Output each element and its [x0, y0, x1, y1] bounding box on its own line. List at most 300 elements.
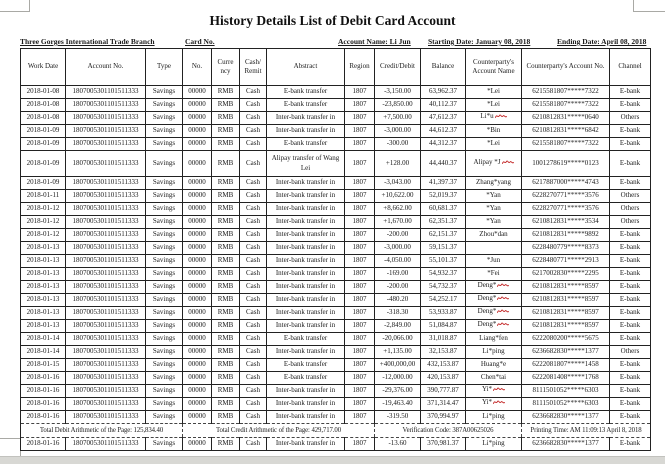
cell-cur: RMB — [212, 385, 240, 398]
cell-balance: 370,994.97 — [421, 411, 466, 424]
verification-code: Verification Code: 387A00625026 — [375, 424, 522, 438]
cell-cp-acct: 6210812831*****8597 — [522, 281, 610, 294]
cell-acct: 1807005301101511333 — [66, 203, 146, 216]
cell-cash: Cash — [240, 281, 267, 294]
cell-cp-name: Deng* — [466, 320, 522, 333]
cell-no: 00000 — [183, 281, 212, 294]
cell-no: 00000 — [183, 99, 212, 112]
cell-cur: RMB — [212, 112, 240, 125]
cell-channel: E-bank — [610, 281, 651, 294]
column-header: Cash/ Remit — [240, 49, 267, 86]
cell-cur: RMB — [212, 268, 240, 281]
cell-date: 2018-01-09 — [21, 177, 66, 190]
cell-abstract: E-bank transfer — [267, 138, 345, 151]
cell-acct: 1807005301101511333 — [66, 333, 146, 346]
table-row — [21, 177, 651, 190]
cell-cash: Cash — [240, 190, 267, 203]
cell-channel: E-bank — [610, 255, 651, 268]
column-header: Work Date — [21, 49, 66, 86]
cell-channel: E-bank — [610, 438, 651, 451]
cell-cash: Cash — [240, 268, 267, 281]
cell-no: 00000 — [183, 203, 212, 216]
cell-type: Savings — [146, 359, 183, 372]
cell-cp-name: *Yan — [466, 190, 522, 203]
cell-region: 1807 — [345, 398, 375, 411]
red-pen-annotation-icon — [497, 320, 509, 331]
cell-region: 1807 — [345, 281, 375, 294]
table-row — [21, 86, 651, 99]
cell-region: 1807 — [345, 372, 375, 385]
column-header: Account No. — [66, 49, 146, 86]
cell-no: 00000 — [183, 151, 212, 177]
cell-cp-acct: 6236682830*****1377 — [522, 411, 610, 424]
cell-amount: -3,150.00 — [375, 86, 421, 99]
cell-cur: RMB — [212, 138, 240, 151]
cell-cur: RMB — [212, 190, 240, 203]
cell-cp-name: Li*ping — [466, 411, 522, 424]
cell-type: Savings — [146, 281, 183, 294]
cell-type: Savings — [146, 190, 183, 203]
cell-channel: Others — [610, 190, 651, 203]
cell-cp-acct: 6222081807*****1458 — [522, 359, 610, 372]
cell-amount: -200.00 — [375, 281, 421, 294]
cell-balance: 63,962.37 — [421, 86, 466, 99]
crop-mark-top-right — [633, 0, 665, 12]
cell-acct: 1807005301101511333 — [66, 398, 146, 411]
starting-date: Starting Date: January 08, 2018 — [428, 37, 531, 46]
table-row — [21, 138, 651, 151]
cell-no: 00000 — [183, 398, 212, 411]
cell-date: 2018-01-13 — [21, 242, 66, 255]
cell-cash: Cash — [240, 151, 267, 177]
cell-type: Savings — [146, 255, 183, 268]
cell-amount: -3,043.00 — [375, 177, 421, 190]
red-pen-annotation-icon — [497, 294, 509, 305]
column-header: No. — [183, 49, 212, 86]
cell-cash: Cash — [240, 372, 267, 385]
cell-date: 2018-01-08 — [21, 86, 66, 99]
cell-cp-name: Zhang*yang — [466, 177, 522, 190]
cell-abstract: E-bank transfer — [267, 333, 345, 346]
cell-cp-name — [466, 242, 522, 255]
cell-cp-acct: 6215581807*****7322 — [522, 138, 610, 151]
cell-abstract: Inter-bank transfer in — [267, 281, 345, 294]
cell-balance: 62,151.37 — [421, 229, 466, 242]
cell-amount: -169.00 — [375, 268, 421, 281]
cell-balance: 40,112.37 — [421, 99, 466, 112]
cell-region: 1807 — [345, 86, 375, 99]
cell-no: 00000 — [183, 359, 212, 372]
cell-cp-name: Zhou*dan — [466, 229, 522, 242]
cell-channel: E-bank — [610, 398, 651, 411]
cell-region: 1807 — [345, 138, 375, 151]
cell-balance: 54,732.37 — [421, 281, 466, 294]
cell-no: 00000 — [183, 242, 212, 255]
cell-balance: 44,440.37 — [421, 151, 466, 177]
cell-cp-name: Yi* — [466, 398, 522, 411]
cell-cur: RMB — [212, 398, 240, 411]
cell-channel: E-bank — [610, 138, 651, 151]
cell-region: 1807 — [345, 203, 375, 216]
cell-acct: 1807005301101511333 — [66, 86, 146, 99]
cell-type: Savings — [146, 242, 183, 255]
cell-type: Savings — [146, 294, 183, 307]
cell-abstract: E-bank transfer — [267, 372, 345, 385]
cell-channel: E-bank — [610, 99, 651, 112]
cell-region: 1807 — [345, 99, 375, 112]
cell-cp-acct: 8111501052*****6303 — [522, 385, 610, 398]
cell-region: 1807 — [345, 307, 375, 320]
cell-no: 00000 — [183, 294, 212, 307]
cell-balance: 44,312.37 — [421, 138, 466, 151]
column-header: Credit/Debit — [375, 49, 421, 86]
cell-acct: 1807005301101511333 — [66, 216, 146, 229]
cell-abstract: Inter-bank transfer in — [267, 125, 345, 138]
cell-cp-name: Deng* — [466, 294, 522, 307]
cell-region: 1807 — [345, 294, 375, 307]
cell-cp-acct: 6210812831*****8597 — [522, 294, 610, 307]
cell-cash: Cash — [240, 438, 267, 451]
cell-date: 2018-01-09 — [21, 151, 66, 177]
cell-channel: E-bank — [610, 242, 651, 255]
table-row — [21, 281, 651, 294]
cell-channel: E-bank — [610, 320, 651, 333]
cell-channel: E-bank — [610, 125, 651, 138]
cell-region: 1807 — [345, 229, 375, 242]
table-row — [21, 229, 651, 242]
cell-cash: Cash — [240, 112, 267, 125]
cell-cp-acct: 6228480779*****8373 — [522, 242, 610, 255]
cell-balance: 420,153.87 — [421, 372, 466, 385]
cell-cash: Cash — [240, 203, 267, 216]
table-row — [21, 294, 651, 307]
table-row — [21, 255, 651, 268]
cell-channel: Others — [610, 112, 651, 125]
cell-date: 2018-01-13 — [21, 255, 66, 268]
table-row — [21, 346, 651, 359]
cell-amount: -23,850.00 — [375, 99, 421, 112]
cell-date: 2018-01-13 — [21, 307, 66, 320]
cell-region: 1807 — [345, 177, 375, 190]
cell-acct: 1807005301101511333 — [66, 438, 146, 451]
table-row — [21, 151, 651, 177]
cell-cp-acct: 6228270771*****3576 — [522, 203, 610, 216]
cell-abstract: Inter-bank transfer in — [267, 177, 345, 190]
cell-cur: RMB — [212, 281, 240, 294]
page-edge — [0, 456, 665, 464]
cell-region: 1807 — [345, 359, 375, 372]
table-row — [21, 112, 651, 125]
cell-type: Savings — [146, 86, 183, 99]
red-pen-annotation-icon — [493, 398, 505, 409]
cell-cp-name: *Yan — [466, 203, 522, 216]
cell-date: 2018-01-16 — [21, 398, 66, 411]
cell-balance: 53,933.87 — [421, 307, 466, 320]
cell-amount: +128.00 — [375, 151, 421, 177]
cell-region: 1807 — [345, 385, 375, 398]
cell-amount: +7,500.00 — [375, 112, 421, 125]
cell-cp-name: Li*ping — [466, 346, 522, 359]
cell-balance: 390,777.87 — [421, 385, 466, 398]
cell-type: Savings — [146, 307, 183, 320]
cell-cur: RMB — [212, 99, 240, 112]
cell-region: 1807 — [345, 242, 375, 255]
cell-abstract: Inter-bank transfer in — [267, 398, 345, 411]
cell-region: 1807 — [345, 151, 375, 177]
crop-mark-bottom-left — [0, 438, 21, 456]
cell-amount: -4,050.00 — [375, 255, 421, 268]
cell-type: Savings — [146, 151, 183, 177]
cell-cp-name: *Fei — [466, 268, 522, 281]
cell-abstract: Inter-bank transfer in — [267, 112, 345, 125]
cell-amount: -20,066.00 — [375, 333, 421, 346]
cell-abstract: Alipay transfer of Wang Lei — [267, 151, 345, 177]
cell-region: 1807 — [345, 255, 375, 268]
table-row — [21, 333, 651, 346]
cell-no: 00000 — [183, 438, 212, 451]
cell-acct: 1807005301101511333 — [66, 346, 146, 359]
cell-region: 1807 — [345, 411, 375, 424]
cell-region: 1807 — [345, 438, 375, 451]
cell-amount: -200.00 — [375, 229, 421, 242]
cell-abstract: Inter-bank transfer in — [267, 255, 345, 268]
cell-acct: 1807005301101511333 — [66, 294, 146, 307]
column-header: Channel — [610, 49, 651, 86]
cell-abstract: Inter-bank transfer in — [267, 346, 345, 359]
cell-no: 00000 — [183, 333, 212, 346]
cell-amount: -29,376.00 — [375, 385, 421, 398]
cell-cp-acct: 6222080200*****5675 — [522, 333, 610, 346]
table-row — [21, 125, 651, 138]
page-totals-row — [21, 424, 651, 438]
cell-region: 1807 — [345, 333, 375, 346]
cell-cash: Cash — [240, 242, 267, 255]
cell-cp-acct: 8111501052*****6303 — [522, 398, 610, 411]
cell-acct: 1807005301101511333 — [66, 151, 146, 177]
cell-no: 00000 — [183, 346, 212, 359]
cell-cp-name: *Lei — [466, 99, 522, 112]
cell-no: 00000 — [183, 229, 212, 242]
red-pen-annotation-icon — [497, 281, 509, 292]
cell-cp-acct: 6228480771*****2913 — [522, 255, 610, 268]
cell-cp-acct: 6217887000*****4743 — [522, 177, 610, 190]
cell-amount: -13.60 — [375, 438, 421, 451]
cell-abstract: Inter-bank transfer in — [267, 203, 345, 216]
cell-type: Savings — [146, 112, 183, 125]
cell-balance: 54,932.37 — [421, 268, 466, 281]
cell-cp-acct: 6215581807*****7322 — [522, 86, 610, 99]
cell-acct: 1807005301101511333 — [66, 99, 146, 112]
cell-balance: 47,612.37 — [421, 112, 466, 125]
cell-date: 2018-01-15 — [21, 359, 66, 372]
cell-type: Savings — [146, 320, 183, 333]
cell-no: 00000 — [183, 190, 212, 203]
cell-cur: RMB — [212, 333, 240, 346]
column-header: Region — [345, 49, 375, 86]
cell-cp-acct: 1001278619*****0123 — [522, 151, 610, 177]
red-pen-annotation-icon — [497, 307, 509, 318]
cell-abstract: Inter-bank transfer in — [267, 294, 345, 307]
page-title: History Details List of Debit Card Account — [209, 13, 456, 28]
cell-acct: 1807005301101511333 — [66, 281, 146, 294]
cell-amount: +10,622.00 — [375, 190, 421, 203]
cell-cp-acct: 6236682830*****1377 — [522, 346, 610, 359]
table-row — [21, 359, 651, 372]
cell-date: 2018-01-14 — [21, 333, 66, 346]
column-header: Counterparty's Account Name — [466, 49, 522, 86]
table-row — [21, 438, 651, 451]
cell-acct: 1807005301101511333 — [66, 125, 146, 138]
cell-region: 1807 — [345, 125, 375, 138]
cell-abstract: Inter-bank transfer in — [267, 438, 345, 451]
cell-cp-name: *Lei — [466, 86, 522, 99]
cell-cp-acct: 6215581807*****7322 — [522, 99, 610, 112]
column-header: Type — [146, 49, 183, 86]
cell-cp-name: *Jun — [466, 255, 522, 268]
cell-cur: RMB — [212, 229, 240, 242]
cell-type: Savings — [146, 333, 183, 346]
cell-abstract: E-bank transfer — [267, 99, 345, 112]
cell-cur: RMB — [212, 294, 240, 307]
cell-channel: E-bank — [610, 229, 651, 242]
cell-cash: Cash — [240, 411, 267, 424]
cell-cp-acct: 6210812831*****8597 — [522, 307, 610, 320]
table-row — [21, 203, 651, 216]
red-pen-annotation-icon — [495, 112, 507, 123]
cell-amount: -3,000.00 — [375, 242, 421, 255]
cell-cp-name: Deng* — [466, 307, 522, 320]
total-credit: Total Credit Arithmetic of the Page: 429,717.00 — [183, 424, 375, 438]
cell-cp-name: Li*ping — [466, 438, 522, 451]
cell-abstract: Inter-bank transfer in — [267, 190, 345, 203]
cell-cur: RMB — [212, 216, 240, 229]
cell-balance: 371,314.47 — [421, 398, 466, 411]
cell-type: Savings — [146, 125, 183, 138]
cell-balance: 32,153.87 — [421, 346, 466, 359]
cell-type: Savings — [146, 438, 183, 451]
cell-abstract: E-bank transfer — [267, 86, 345, 99]
cell-region: 1807 — [345, 112, 375, 125]
cell-cur: RMB — [212, 307, 240, 320]
cell-no: 00000 — [183, 112, 212, 125]
table-row — [21, 190, 651, 203]
cell-type: Savings — [146, 398, 183, 411]
cell-balance: 44,612.37 — [421, 125, 466, 138]
cell-cp-acct: 6228270771*****3576 — [522, 190, 610, 203]
cell-cp-name: Li*u — [466, 112, 522, 125]
cell-cp-acct: 6210812831*****0640 — [522, 112, 610, 125]
cell-cp-name: Alipay *J — [466, 151, 522, 177]
cell-channel: E-bank — [610, 372, 651, 385]
cell-cur: RMB — [212, 372, 240, 385]
cell-cp-acct: 6210812831*****9892 — [522, 229, 610, 242]
cell-amount: +8,662.00 — [375, 203, 421, 216]
cell-balance: 51,084.87 — [421, 320, 466, 333]
cell-abstract: Inter-bank transfer in — [267, 411, 345, 424]
cell-channel: Others — [610, 346, 651, 359]
cell-type: Savings — [146, 268, 183, 281]
cell-date: 2018-01-16 — [21, 438, 66, 451]
cell-no: 00000 — [183, 385, 212, 398]
cell-channel: E-bank — [610, 307, 651, 320]
cell-no: 00000 — [183, 255, 212, 268]
cell-type: Savings — [146, 411, 183, 424]
cell-type: Savings — [146, 203, 183, 216]
cell-cur: RMB — [212, 151, 240, 177]
cell-amount: -300.00 — [375, 138, 421, 151]
cell-cash: Cash — [240, 294, 267, 307]
cell-acct: 1807005301101511333 — [66, 372, 146, 385]
cell-cash: Cash — [240, 385, 267, 398]
cell-no: 00000 — [183, 411, 212, 424]
cell-no: 00000 — [183, 307, 212, 320]
cell-cp-acct: 6236682830*****1377 — [522, 438, 610, 451]
cell-cp-acct: 6222081408*****1768 — [522, 372, 610, 385]
cell-date: 2018-01-12 — [21, 229, 66, 242]
table-row — [21, 372, 651, 385]
cell-amount: +400,000,00 — [375, 359, 421, 372]
cell-acct: 1807005301101511333 — [66, 177, 146, 190]
cell-amount: -319.50 — [375, 411, 421, 424]
cell-acct: 1807005301101511333 — [66, 359, 146, 372]
cell-acct: 1807005301101511333 — [66, 385, 146, 398]
table-row — [21, 385, 651, 398]
cell-type: Savings — [146, 385, 183, 398]
cell-no: 00000 — [183, 216, 212, 229]
cell-cur: RMB — [212, 125, 240, 138]
cell-amount: -2,849.00 — [375, 320, 421, 333]
cell-cash: Cash — [240, 86, 267, 99]
cell-channel: E-bank — [610, 268, 651, 281]
cell-abstract: Inter-bank transfer in — [267, 307, 345, 320]
cell-region: 1807 — [345, 216, 375, 229]
cell-date: 2018-01-13 — [21, 281, 66, 294]
table-row — [21, 268, 651, 281]
cell-balance: 60,681.37 — [421, 203, 466, 216]
transactions-table — [20, 48, 651, 451]
cell-cash: Cash — [240, 307, 267, 320]
cell-abstract: Inter-bank transfer in — [267, 320, 345, 333]
cell-channel: Others — [610, 216, 651, 229]
cell-no: 00000 — [183, 268, 212, 281]
cell-amount: -480.20 — [375, 294, 421, 307]
cell-type: Savings — [146, 177, 183, 190]
cell-channel: E-bank — [610, 151, 651, 177]
cell-balance: 41,397.37 — [421, 177, 466, 190]
cell-cash: Cash — [240, 125, 267, 138]
cell-channel: E-bank — [610, 333, 651, 346]
cell-date: 2018-01-16 — [21, 385, 66, 398]
cell-channel: E-bank — [610, 294, 651, 307]
cell-abstract: E-bank transfer — [267, 359, 345, 372]
account-name: Account Name: Li Jun — [338, 37, 411, 46]
cell-no: 00000 — [183, 125, 212, 138]
cell-no: 00000 — [183, 320, 212, 333]
cell-cur: RMB — [212, 438, 240, 451]
cell-cp-name: Huang*e — [466, 359, 522, 372]
cell-channel: Others — [610, 203, 651, 216]
table-row — [21, 242, 651, 255]
cell-acct: 1807005301101511333 — [66, 307, 146, 320]
table-row — [21, 99, 651, 112]
cell-amount: -318.30 — [375, 307, 421, 320]
cell-region: 1807 — [345, 190, 375, 203]
cell-cur: RMB — [212, 359, 240, 372]
red-pen-annotation-icon — [493, 385, 505, 396]
cell-abstract: Inter-bank transfer in — [267, 216, 345, 229]
cell-abstract: Inter-bank transfer in — [267, 268, 345, 281]
cell-balance: 52,019.37 — [421, 190, 466, 203]
